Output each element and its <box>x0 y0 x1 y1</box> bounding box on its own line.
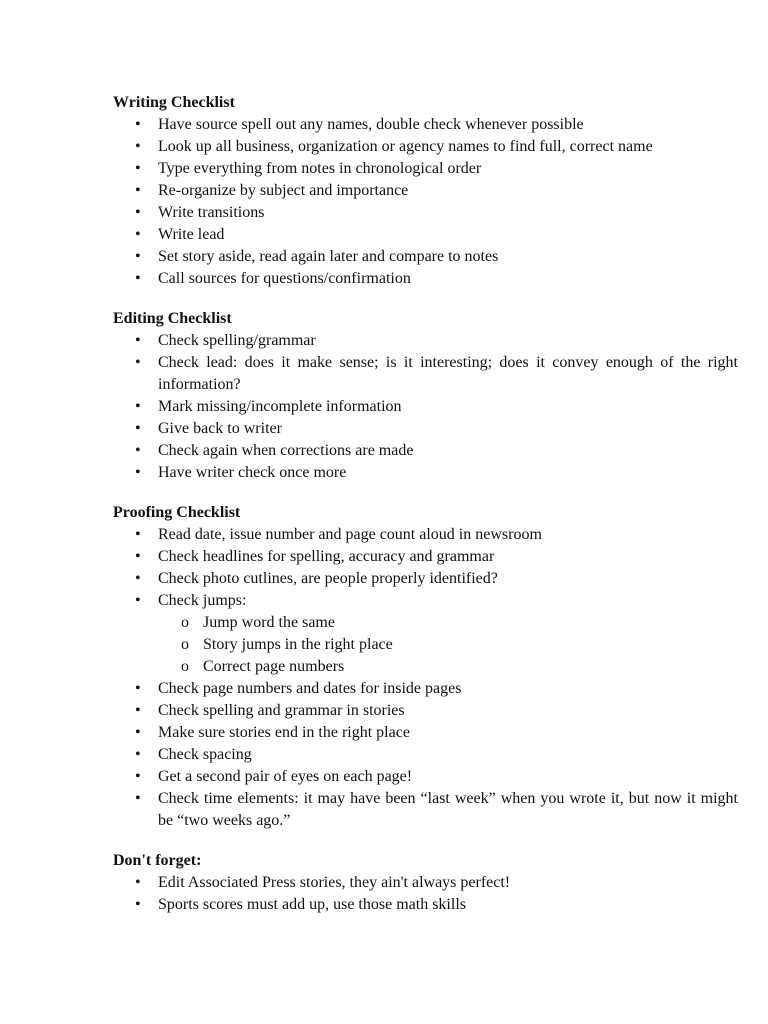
checklist-item-text: Check time elements: it may have been “last week” when you wrote it, but now it might be “two weeks ago.” <box>158 790 738 829</box>
checklist-item-text: Look up all business, organization or agency names to find full, correct name <box>158 138 653 155</box>
bullet-icon: • <box>135 768 141 785</box>
checklist-item <box>113 136 738 158</box>
checklist-item <box>113 330 738 352</box>
checklist-item-text: Set story aside, read again later and compare to notes <box>158 248 499 265</box>
checklist-item-text: Check spelling/grammar <box>158 332 316 349</box>
checklist-item <box>113 678 738 700</box>
checklist-item <box>113 722 738 744</box>
checklist-item-text: Sports scores must add up, use those math skills <box>158 896 466 913</box>
document-page <box>113 92 738 934</box>
sub-checklist-item-text: Jump word the same <box>203 614 335 631</box>
section-heading: Editing Checklist <box>113 310 232 327</box>
bullet-icon: • <box>135 874 141 891</box>
checklist-item <box>113 352 738 396</box>
sub-checklist-item-text: Story jumps in the right place <box>203 636 393 653</box>
checklist-list <box>113 524 738 832</box>
checklist-item-text: Get a second pair of eyes on each page! <box>158 768 413 785</box>
bullet-icon: • <box>135 592 141 609</box>
bullet-icon: • <box>135 526 141 543</box>
checklist-item <box>113 224 738 246</box>
checklist-item-text: Type everything from notes in chronological order <box>158 160 482 177</box>
checklist-item-text: Check lead: does it make sense; is it interesting; does it convey enough of the right information? <box>158 354 738 393</box>
circle-bullet-icon: o <box>181 614 189 631</box>
bullet-icon: • <box>135 790 141 807</box>
checklist-item-text: Write lead <box>158 226 225 243</box>
checklist-item <box>113 744 738 766</box>
checklist-item-text: Make sure stories end in the right place <box>158 724 410 741</box>
checklist-item-text: Have writer check once more <box>158 464 347 481</box>
bullet-icon: • <box>135 160 141 177</box>
section-heading: Don't forget: <box>113 852 202 869</box>
bullet-icon: • <box>135 896 141 913</box>
circle-bullet-icon: o <box>181 658 189 675</box>
checklist-item-text: Write transitions <box>158 204 265 221</box>
sub-checklist <box>113 612 738 678</box>
bullet-icon: • <box>135 570 141 587</box>
checklist-list <box>113 114 738 290</box>
sub-checklist-item-text: Correct page numbers <box>203 658 345 675</box>
checklist-item-text: Read date, issue number and page count aloud in newsroom <box>158 526 542 543</box>
checklist-item <box>113 766 738 788</box>
checklist-item <box>113 418 738 440</box>
bullet-icon: • <box>135 464 141 481</box>
checklist-item <box>113 894 738 916</box>
checklist-item-text: Check jumps: <box>158 592 247 609</box>
bullet-icon: • <box>135 548 141 565</box>
checklist-item-text: Check again when corrections are made <box>158 442 414 459</box>
checklist-item <box>113 180 738 202</box>
checklist-item-text: Check headlines for spelling, accuracy and grammar <box>158 548 495 565</box>
bullet-icon: • <box>135 420 141 437</box>
checklist-item <box>113 462 738 484</box>
checklist-section <box>113 850 738 916</box>
checklist-item-text: Call sources for questions/confirmation <box>158 270 411 287</box>
circle-bullet-icon: o <box>181 636 189 653</box>
section-heading: Writing Checklist <box>113 94 235 111</box>
section-heading: Proofing Checklist <box>113 504 241 521</box>
checklist-item <box>113 590 738 678</box>
bullet-icon: • <box>135 442 141 459</box>
bullet-icon: • <box>135 746 141 763</box>
checklist-item-text: Check page numbers and dates for inside pages <box>158 680 462 697</box>
checklist-section <box>113 308 738 484</box>
sub-checklist-item <box>113 612 738 634</box>
checklist-item-text: Mark missing/incomplete information <box>158 398 402 415</box>
checklist-section <box>113 92 738 290</box>
checklist-list <box>113 330 738 484</box>
checklist-section <box>113 502 738 832</box>
sub-checklist-item <box>113 656 738 678</box>
bullet-icon: • <box>135 248 141 265</box>
bullet-icon: • <box>135 138 141 155</box>
checklist-item <box>113 568 738 590</box>
bullet-icon: • <box>135 116 141 133</box>
checklist-list <box>113 872 738 916</box>
checklist-item <box>113 524 738 546</box>
bullet-icon: • <box>135 354 141 371</box>
checklist-item <box>113 246 738 268</box>
checklist-item-text: Have source spell out any names, double check whenever possible <box>158 116 584 133</box>
checklist-item <box>113 202 738 224</box>
checklist-item <box>113 158 738 180</box>
checklist-item <box>113 114 738 136</box>
checklist-item-text: Check spacing <box>158 746 252 763</box>
bullet-icon: • <box>135 724 141 741</box>
checklist-item <box>113 788 738 832</box>
sub-checklist-item <box>113 634 738 656</box>
checklist-item <box>113 268 738 290</box>
checklist-item-text: Check spelling and grammar in stories <box>158 702 405 719</box>
bullet-icon: • <box>135 680 141 697</box>
checklist-item-text: Re-organize by subject and importance <box>158 182 409 199</box>
bullet-icon: • <box>135 204 141 221</box>
checklist-item <box>113 700 738 722</box>
checklist-item <box>113 440 738 462</box>
checklist-item <box>113 546 738 568</box>
checklist-item <box>113 872 738 894</box>
bullet-icon: • <box>135 182 141 199</box>
checklist-item-text: Check photo cutlines, are people properly identified? <box>158 570 498 587</box>
checklist-item-text: Give back to writer <box>158 420 282 437</box>
bullet-icon: • <box>135 398 141 415</box>
bullet-icon: • <box>135 226 141 243</box>
bullet-icon: • <box>135 332 141 349</box>
checklist-item <box>113 396 738 418</box>
bullet-icon: • <box>135 270 141 287</box>
bullet-icon: • <box>135 702 141 719</box>
checklist-item-text: Edit Associated Press stories, they ain't always perfect! <box>158 874 511 891</box>
